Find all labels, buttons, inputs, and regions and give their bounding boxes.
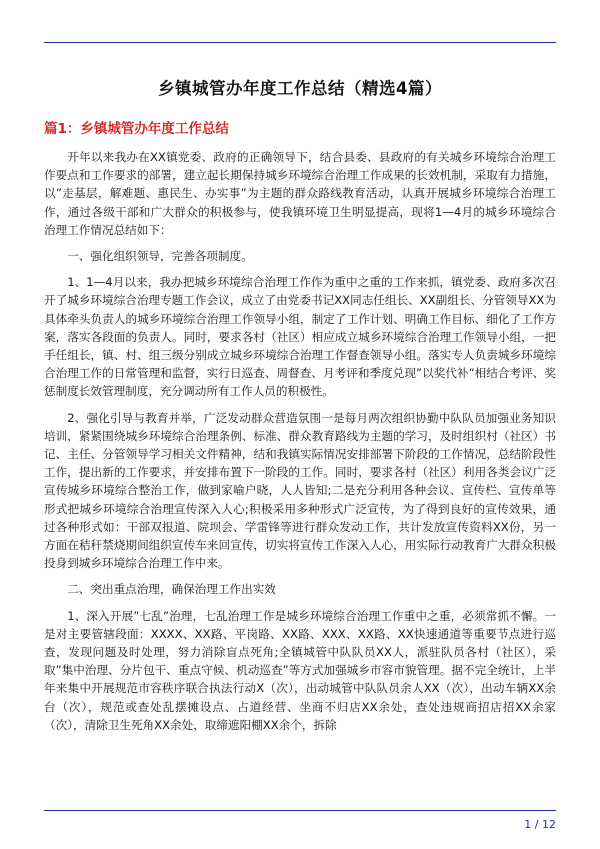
paragraph-leadership: 1、1—4月以来，我办把城乡环境综合治理工作作为重中之重的工作来抓，镇党委、政府多次召开了城乡环境综合治理专题工作会议，成立了由党委书记XX同志任组长、XX副组长、分管领导XX为具体牵头负责人的城乡环境综合治理工作领导小组，制定了工作计划、明确工作目标、细化了工作方案，落实各段面的负责人。同时，要求各村（社区）相应成立城乡环境综合治理工作领导小组，一把手任组长，镇、村、组三级分别成立城乡环境综合治理工作督查领导小组。落实专人负责城乡环境综合治理工作的日常管理和监督，实行日巡查、周督查、月考评和季度兑现”以奖代补”相结合考评、奖惩制度长效管理制度，充分调动所有工作人员的积极性。	[44, 275, 556, 399]
header-rule	[44, 42, 556, 43]
page-indicator: 1 / 12	[524, 818, 556, 831]
heading-organization: 一、强化组织领导，完善各项制度。	[67, 249, 253, 264]
document-body	[44, 148, 556, 742]
paragraph-intro: 开年以来我办在XX镇党委、政府的正确领导下，结合县委、县政府的有关城乡环境综合治理工作要点和工作要求的部署，建立起长期保持城乡环境综合治理工作成果的长效机制，采取有力措施，以”走基层，解难题、惠民生、办实事”为主题的群众路线教育活动，认真开展城乡环境综合治理工作，通过各级干部和广大群众的积极参与，使我镇环境卫生明显提高，现将1—4月的城乡环境综合治理工作情况总结如下：	[44, 150, 556, 237]
document-title: 乡镇城管办年度工作总结（精选4篇）	[158, 79, 442, 98]
section-heading: 篇1：乡镇城管办年度工作总结	[44, 121, 229, 137]
footer-rule	[44, 810, 556, 811]
paragraph-seven-chaos: 1、深入开展”七乱”治理，七乱治理工作是城乡环境综合治理工作重中之重，必须常抓不懈。一是对主要管辖段面：XXXX、XX路、平岗路、XX路、XXX、XX路、XX快速通道等重要节点进行巡查，发现问题及时处理，努力消除盲点死角;全镇城管中队队员XX人，派驻队员各村（社区），采取”集中治理、分片包干、重点守候、机动巡查”等方式加强城乡市容市貌管理。据不完全统计，上半年来集中开展规范市容秩序联合执法行动X（次），出动城管中队队员余人XX（次），出动车辆XX余台（次），规范或查处乱摆摊设点、占道经营、坐商不归店XX余处，查处违规商招店招XX余家（次），清除卫生死角XX余处，取缔遮阳棚XX余个，拆除	[44, 608, 556, 732]
heading-key-governance: 二、突出重点治理，确保治理工作出实效	[67, 582, 276, 597]
paragraph-publicity: 2、强化引导与教育并举，广泛发动群众营造氛围一是每月两次组织协勤中队队员加强业务知识培训，紧紧围绕城乡环境综合治理条例、标准、群众教育路线为主题的学习，及时组织村（社区）书记、主任、分管领导学习相关文件精神，结和我镇实际情况安排部署下阶段的工作情况，总结阶段性工作，提出新的工作要求，并安排布置下一阶段的工作。同时，要求各村（社区）利用各类会议广泛宣传城乡环境综合整治工作，做到家喻户晓，人人皆知;二是充分利用各种会议、宣传栏、宣传单等形式把城乡环境综合治理宣传深入人心;积极采用多种形式广泛宣传，为了得到良好的宣传效果，通过各种形式如：干部双报道、院坝会、学雷锋等进行群众发动工作，共计发放宣传资料XX份，另一方面在秸秆禁烧期间组织宣传车来回宣传，切实将宣传工作深入人心，用实际行动教育广大群众积极投身到城乡环境综合治理工作中来。	[44, 410, 556, 571]
